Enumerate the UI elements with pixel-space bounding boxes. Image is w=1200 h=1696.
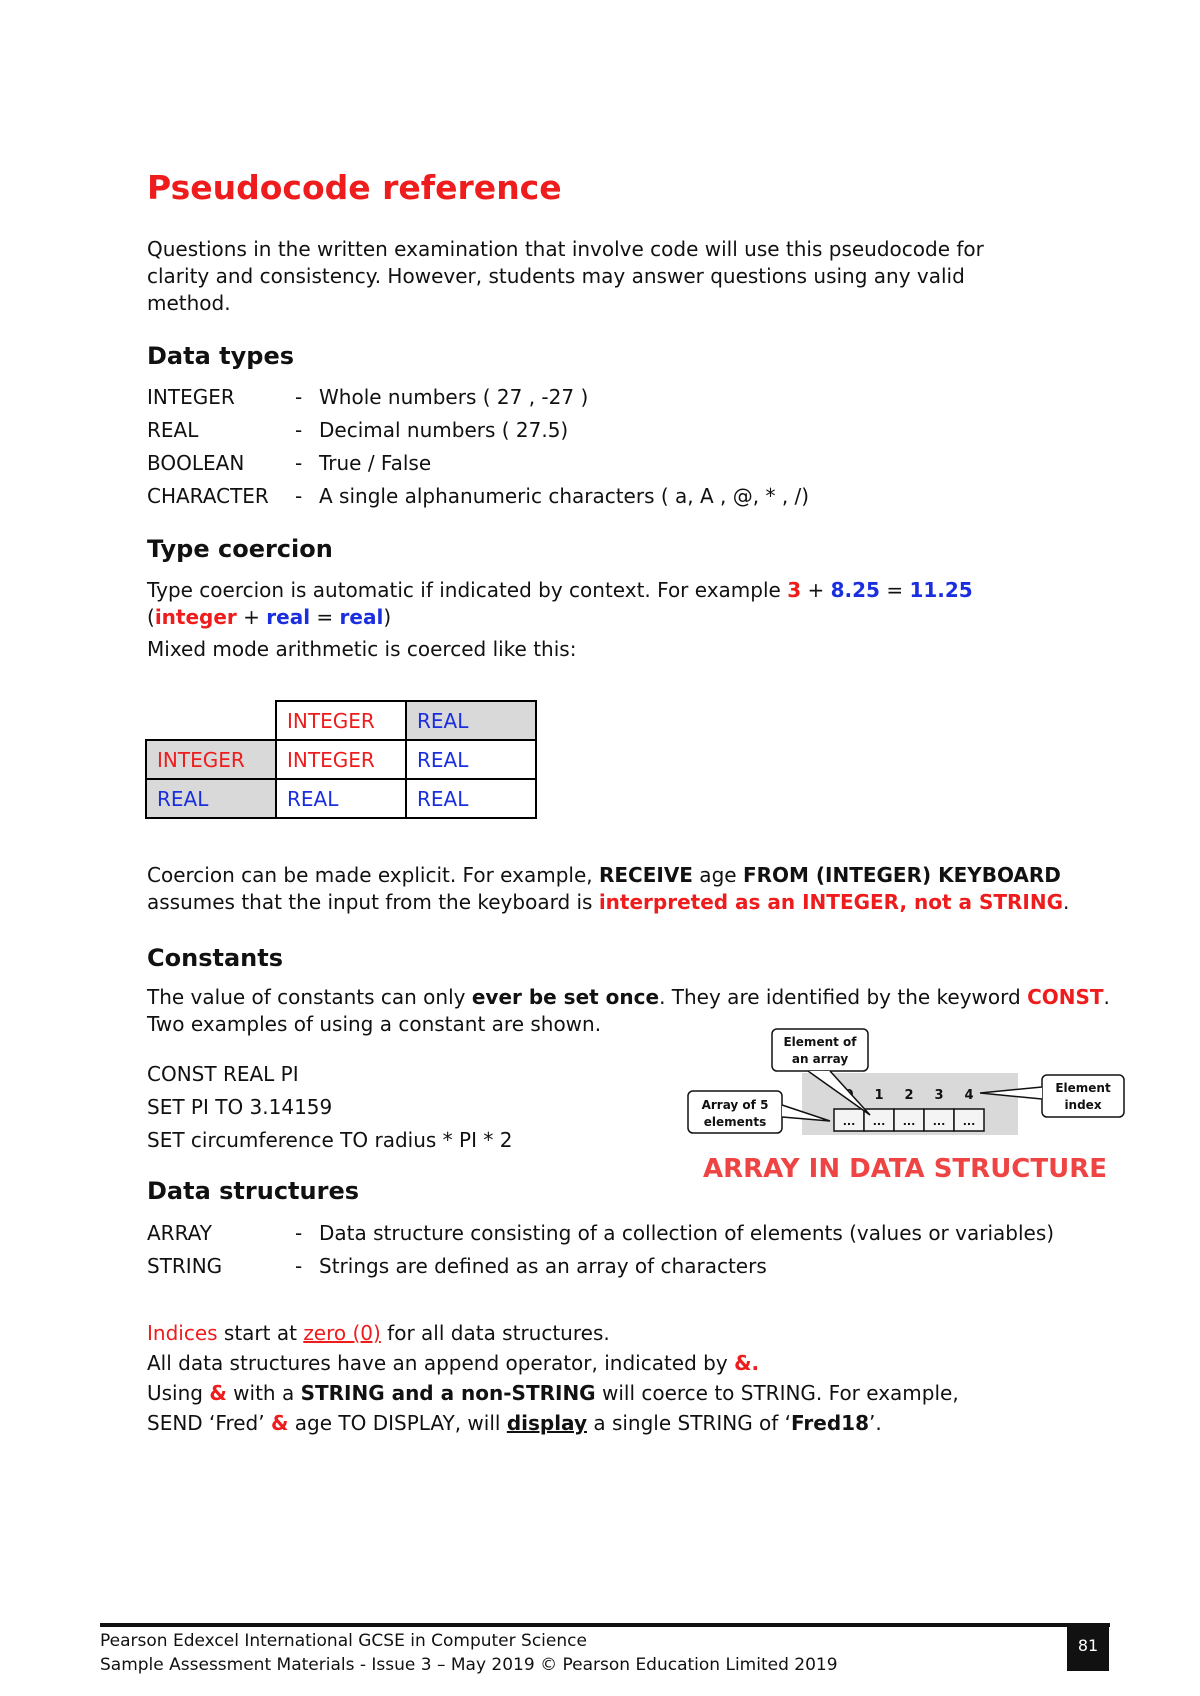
table-cell: REAL [406, 779, 536, 818]
text: . [1103, 985, 1110, 1009]
text: Coercion can be made explicit. For example, [147, 863, 599, 887]
data-type-key: REAL [147, 418, 199, 442]
table-corner [146, 701, 276, 740]
append-operator: &. [734, 1351, 760, 1375]
coercion-line-2 [147, 604, 973, 631]
highlight: interpreted as an INTEGER, not a STRING [598, 890, 1064, 914]
text: All data structures have an append operator, indicated by [147, 1351, 735, 1375]
constants-heading: Constants [147, 944, 283, 972]
callout-array-text: elements [703, 1115, 767, 1129]
explicit-line-2 [147, 889, 1069, 916]
display-word: display [506, 1411, 587, 1435]
data-structure-row [147, 1220, 1054, 1253]
text: will coerce to STRING. For example, [595, 1381, 959, 1405]
callout-index-text: index [1064, 1098, 1102, 1112]
text: ’. [869, 1411, 882, 1435]
keyword: FROM (INTEGER) KEYBOARD [742, 863, 1061, 887]
type-coercion-text [147, 577, 973, 663]
data-type-desc: A single alphanumeric characters ( a, A , @, * , /) [319, 484, 810, 508]
data-type-row [147, 450, 809, 483]
table-cell: INTEGER [276, 740, 406, 779]
text: The value of constants can only [147, 985, 472, 1009]
index-label: 4 [964, 1088, 974, 1103]
array-cell-text: ... [842, 1115, 856, 1128]
callout-element-text: Element of [783, 1035, 857, 1049]
text: age [692, 863, 743, 887]
example-result: 11.25 [909, 578, 973, 602]
dash: - [295, 418, 303, 442]
note-line [147, 1348, 959, 1378]
table-row [146, 701, 536, 740]
text: = [879, 578, 910, 602]
table-row-label: INTEGER [146, 740, 276, 779]
note-line [147, 1378, 959, 1408]
data-type-desc: True / False [319, 451, 432, 475]
index-label: 3 [934, 1088, 944, 1103]
coercion-line-1 [147, 577, 973, 604]
constants-line-2: Two examples of using a constant are shown. [147, 1012, 602, 1036]
data-types-heading: Data types [147, 342, 294, 370]
text: SEND ‘Fred’ [147, 1411, 271, 1435]
dash: - [295, 1254, 303, 1278]
footer-line-2: Sample Assessment Materials - Issue 3 – May 2019 © Pearson Education Limited 2019 [100, 1655, 838, 1675]
text: ( [147, 605, 155, 629]
dash: - [295, 1221, 303, 1245]
data-structure-row [147, 1253, 1054, 1286]
real-word: real [339, 605, 384, 629]
emphasis: ever be set once [471, 985, 660, 1009]
index-label: 2 [904, 1088, 914, 1103]
data-structures-notes [147, 1318, 959, 1438]
intro-line: Questions in the written examination that involve code will use this pseudocode for [147, 237, 984, 261]
emphasis: Fred18 [791, 1411, 870, 1435]
text: + [236, 605, 267, 629]
data-type-row [147, 384, 809, 417]
constants-line-1 [147, 984, 1110, 1011]
append-operator: & [209, 1381, 227, 1405]
coercion-line-3: Mixed mode arithmetic is coerced like this: [147, 637, 577, 661]
data-type-desc: Decimal numbers ( 27.5) [319, 418, 569, 442]
keyword: CONST [1027, 985, 1104, 1009]
text: age TO DISPLAY, will [288, 1411, 507, 1435]
data-type-key: INTEGER [147, 385, 235, 409]
array-cell-text: ... [962, 1115, 976, 1128]
array-cell-text: ... [872, 1115, 886, 1128]
page-number: 81 [1077, 1636, 1099, 1655]
footer-rule [100, 1623, 1110, 1627]
page-title: Pseudocode reference [147, 168, 562, 207]
data-structures-list [147, 1220, 1054, 1286]
note-line [147, 1318, 959, 1348]
data-structure-desc: Data structure consisting of a collection of elements (values or variables) [319, 1221, 1055, 1245]
table-header-cell: REAL [406, 701, 536, 740]
table-cell: REAL [406, 740, 536, 779]
text: . They are identified by the keyword [659, 985, 1028, 1009]
code-line: SET PI TO 3.14159 [147, 1095, 333, 1119]
data-structures-heading: Data structures [147, 1177, 360, 1205]
append-operator: & [270, 1411, 289, 1435]
text: Type coercion is automatic if indicated by context. For example [147, 578, 788, 602]
note-line [147, 1408, 959, 1438]
text: assumes that the input from the keyboard is [147, 890, 599, 914]
real-word: real [266, 605, 311, 629]
callout-array-text: Array of 5 [701, 1098, 769, 1112]
dash: - [295, 385, 303, 409]
callout-element-text: an array [791, 1052, 849, 1066]
text: with a [226, 1381, 301, 1405]
keyword: RECEIVE [598, 863, 693, 887]
data-structure-desc: Strings are defined as an array of characters [319, 1254, 767, 1278]
text: + [801, 578, 831, 602]
intro-paragraph [147, 236, 984, 317]
table-cell: REAL [276, 779, 406, 818]
footer-line-1: Pearson Edexcel International GCSE in Computer Science [100, 1631, 587, 1651]
text: ) [383, 605, 392, 629]
callout-index-text: Element [1055, 1081, 1111, 1095]
table-header-cell: INTEGER [276, 701, 406, 740]
data-types-list [147, 384, 809, 516]
dash: - [295, 451, 303, 475]
intro-line: method. [147, 291, 231, 315]
zero-link: zero (0) [303, 1321, 381, 1345]
array-cell-text: ... [932, 1115, 946, 1128]
text: Using [147, 1381, 210, 1405]
text: for all data structures. [380, 1321, 610, 1345]
text: a single STRING of ‘ [586, 1411, 792, 1435]
type-coercion-heading: Type coercion [147, 535, 333, 563]
code-line: SET circumference TO radius * PI * 2 [147, 1128, 513, 1152]
data-type-key: CHARACTER [147, 484, 269, 508]
data-type-key: BOOLEAN [147, 451, 245, 475]
array-cell-text: ... [902, 1115, 916, 1128]
table-row [146, 740, 536, 779]
coercion-table [145, 700, 537, 819]
indices-word: Indices [147, 1321, 218, 1345]
emphasis: STRING and a non-STRING [300, 1381, 596, 1405]
text: start at [217, 1321, 304, 1345]
diagram-caption: ARRAY IN DATA STRUCTURE [702, 1154, 1108, 1184]
example-real: 8.25 [830, 578, 880, 602]
explicit-line-1 [147, 862, 1069, 889]
table-row-label: REAL [146, 779, 276, 818]
index-label: 1 [874, 1088, 884, 1103]
text: . [1063, 890, 1070, 914]
example-integer: 3 [787, 578, 802, 602]
data-type-row [147, 417, 809, 450]
table-row [146, 779, 536, 818]
explicit-coercion-text [147, 862, 1069, 916]
text: = [310, 605, 340, 629]
constants-code [147, 1061, 512, 1160]
array-diagram [680, 1025, 1130, 1195]
data-structure-key: ARRAY [147, 1221, 213, 1245]
data-type-desc: Whole numbers ( 27 , -27 ) [319, 385, 589, 409]
integer-word: integer [154, 605, 237, 629]
intro-line: clarity and consistency. However, students may answer questions using any valid [147, 264, 965, 288]
data-type-row [147, 483, 809, 516]
data-structure-key: STRING [147, 1254, 223, 1278]
dash: - [295, 484, 303, 508]
code-line: CONST REAL PI [147, 1062, 299, 1086]
